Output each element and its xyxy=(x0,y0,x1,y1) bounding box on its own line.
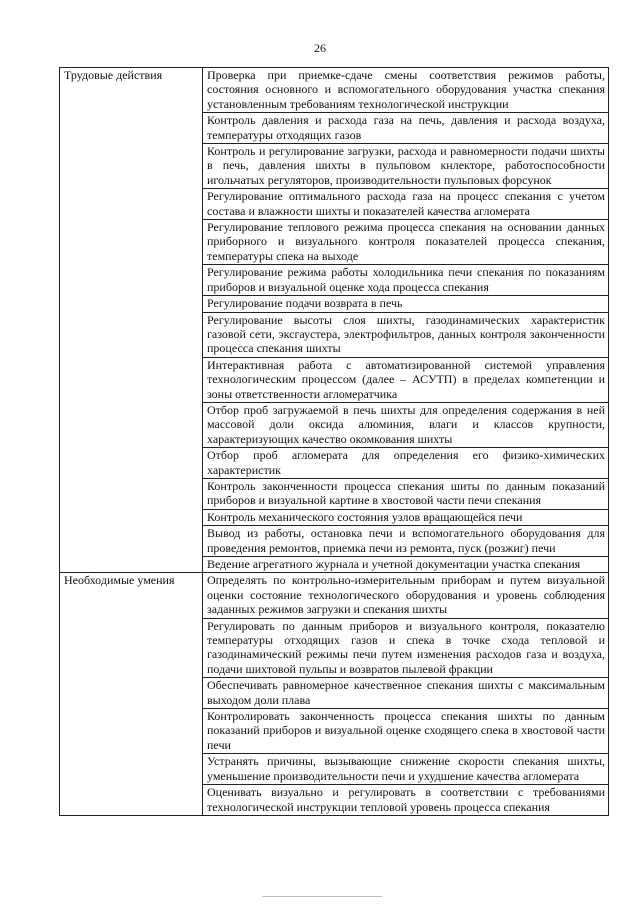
section-item: Контролировать законченность процесса спекания шихты по данным показаний приборов и визуальной оценке сходящего спека в хвостовой части печи xyxy=(203,709,609,754)
section-item: Регулировать по данным приборов и визуального контроля, показателю температуры отходящих газов и спека в точке схода тепловой и газодинамический режимы печи путем изменения расходов газа и воздуха, подачи шихтовой пульпы и возвратов пылевой фракции xyxy=(203,618,609,678)
qualification-table xyxy=(59,67,609,816)
section-item: Контроль законченности процесса спекания шиты по данным показаний приборов и визуальной картине в хвостовой части печи спекания xyxy=(203,478,609,509)
section-item: Ведение агрегатного журнала и учетной документации участка спекания xyxy=(203,557,609,573)
section-item: Определять по контрольно-измерительным приборам и путем визуальной оценки состояние технологического оборудования и уровень соблюдения заданных режимов загрузки и спекания шихты xyxy=(203,573,609,618)
section-item: Отбор проб загружаемой в печь шихты для определения содержания в ней массовой доли оксида алюминия, влаги и классов крупности, характеризующих качество окомкования шихты xyxy=(203,402,609,447)
section-item: Оценивать визуально и регулировать в соответствии с требованиями технологической инструкции тепловой уровень процесса спекания xyxy=(203,785,609,816)
page-number: 26 xyxy=(314,41,326,55)
section-item: Регулирование подачи возврата в печь xyxy=(203,296,609,312)
section-item: Отбор проб агломерата для определения его физико-химических характеристик xyxy=(203,448,609,479)
section-item: Контроль давления и расхода газа на печь, давления и расхода воздуха, температуры отходящих газов xyxy=(203,113,609,144)
section-item: Интерактивная работа с автоматизированной системой управления технологическим процессом (далее – АСУТП) в пределах компетенции и зоны ответственности агломератчика xyxy=(203,357,609,402)
section-item: Регулирование режима работы холодильника печи спекания по показаниям приборов и визуальной оценке хода процесса спекания xyxy=(203,265,609,296)
section-item: Контроль и регулирование загрузки, расхода и равномерности подачи шихты в печь, давления шихты в пульповом кнлекторе, работоспособности игольчатых регуляторов, производительности пульповых форсунок xyxy=(203,144,609,189)
section-item: Регулирование высоты слоя шихты, газодинамических характеристик газовой сети, эксгаустера, электрофильтров, данных контроля законченности процесса спекания шихты xyxy=(203,312,609,357)
section-item: Контроль механического состояния узлов вращающейся печи xyxy=(203,509,609,525)
section-label: Трудовые действия xyxy=(60,68,203,573)
table-row xyxy=(60,68,609,113)
section-item: Устранять причины, вызывающие снижение скорости спекания шихты, уменьшение производительности печи и ухудшение качества агломерата xyxy=(203,754,609,785)
section-item: Вывод из работы, остановка печи и вспомогательного оборудования для проведения ремонтов, приемка печи из ремонта, пуск (розжиг) печи xyxy=(203,526,609,557)
section-item: Проверка при приемке-сдаче смены соответствия режимов работы, состояния основного и вспомогательного оборудования участка спекания установленным требованиям технологической инструкции xyxy=(203,68,609,113)
section-item: Регулирование теплового режима процесса спекания на основании данных приборного и визуального контроля показателей процесса спекания, температуры спека на выходе xyxy=(203,220,609,265)
table-row xyxy=(60,573,609,618)
section-item: Обеспечивать равномерное качественное спекания шихты с максимальным выходом доли плава xyxy=(203,678,609,709)
section-label: Необходимые умения xyxy=(60,573,203,816)
section-item: Регулирование оптимального расхода газа на процесс спекания с учетом состава и влажности шихты и показателей качества агломерата xyxy=(203,189,609,220)
table-body xyxy=(60,68,609,816)
